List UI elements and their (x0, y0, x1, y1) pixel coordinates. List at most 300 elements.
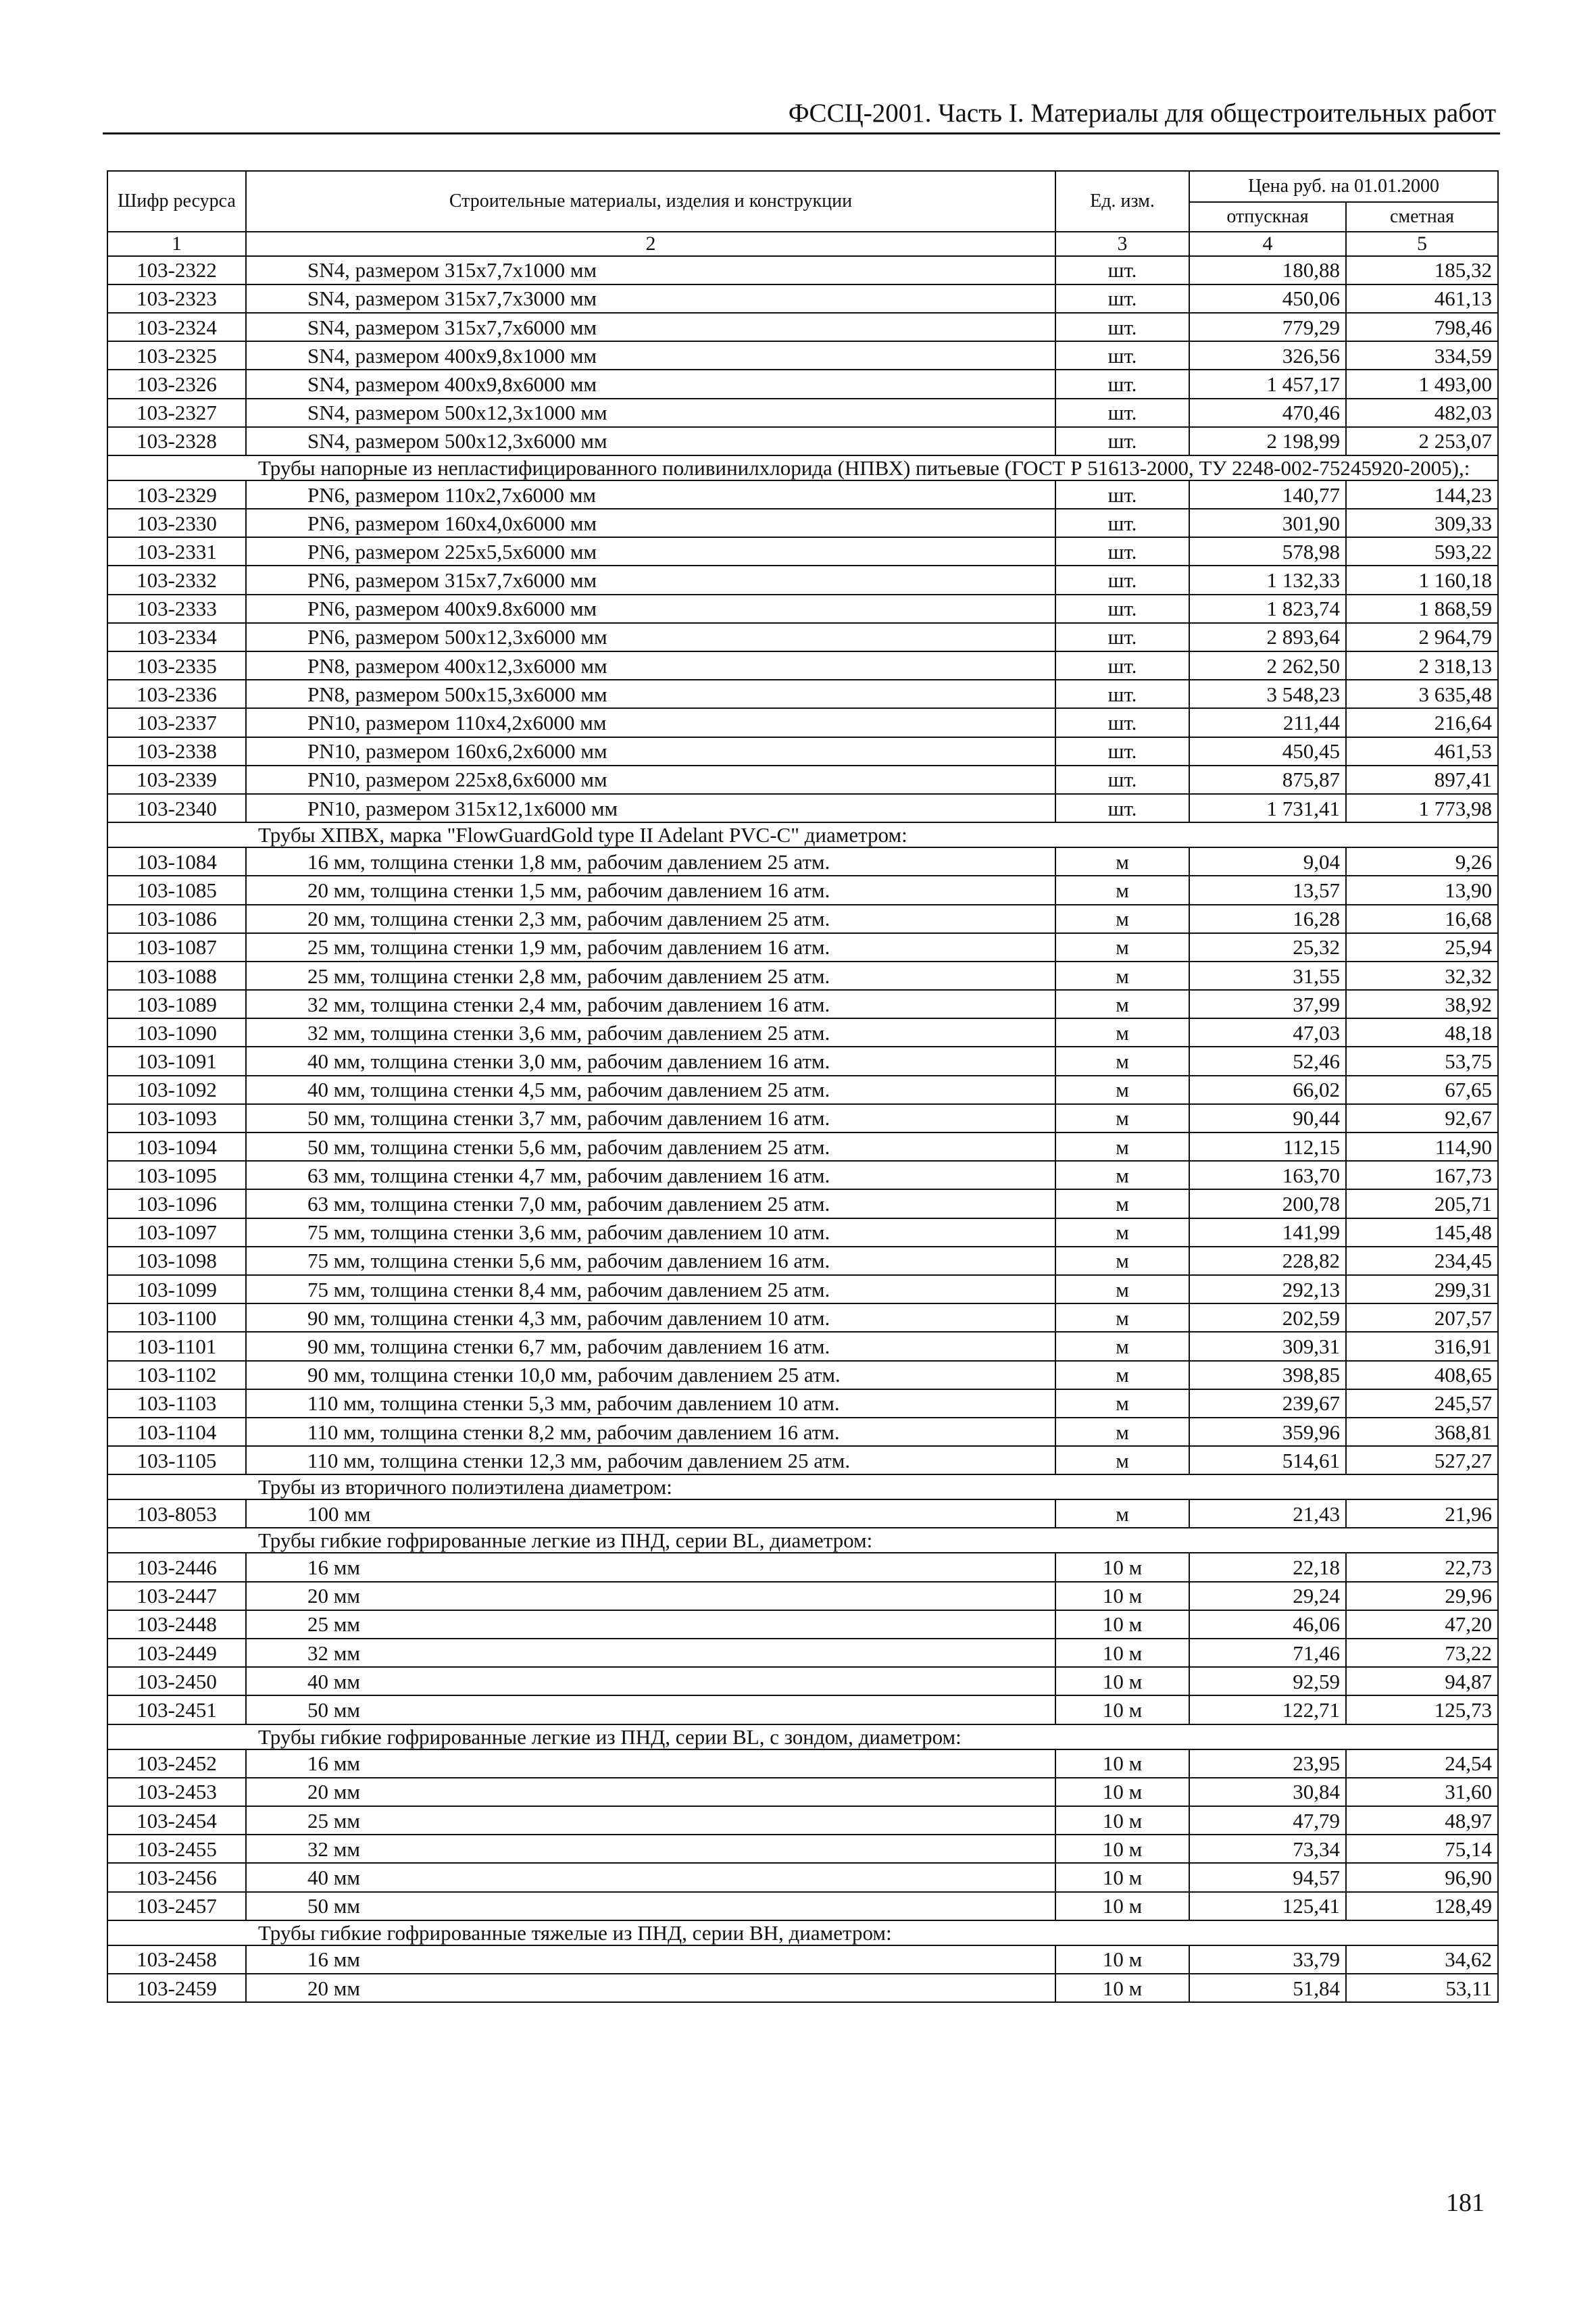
release-price: 398,85 (1189, 1361, 1346, 1389)
unit: 10 м (1055, 1639, 1189, 1667)
material-name: PN6, размером 110x2,7x6000 мм (246, 480, 1055, 509)
unit: м (1055, 1018, 1189, 1047)
section-row (107, 1920, 1498, 1945)
table-row (107, 847, 1498, 876)
unit: шт. (1055, 399, 1189, 427)
material-name: 50 мм, толщина стенки 5,6 мм, рабочим давлением 25 атм. (246, 1132, 1055, 1161)
unit: м (1055, 1076, 1189, 1104)
section-row (107, 1474, 1498, 1499)
unit: м (1055, 1189, 1189, 1218)
unit: м (1055, 1446, 1189, 1474)
material-name: 75 мм, толщина стенки 5,6 мм, рабочим давлением 16 атм. (246, 1247, 1055, 1275)
table-row (107, 1275, 1498, 1303)
resource-code: 103-2453 (107, 1778, 246, 1806)
table-row (107, 1695, 1498, 1724)
unit: 10 м (1055, 1863, 1189, 1891)
release-price: 309,31 (1189, 1332, 1346, 1360)
release-price: 29,24 (1189, 1582, 1346, 1610)
material-name: 16 мм (246, 1553, 1055, 1581)
release-price: 47,03 (1189, 1018, 1346, 1047)
unit: шт. (1055, 284, 1189, 313)
resource-code: 103-2331 (107, 537, 246, 566)
estimate-price: 48,97 (1346, 1806, 1498, 1835)
release-price: 211,44 (1189, 708, 1346, 737)
table-row (107, 1499, 1498, 1528)
unit: шт. (1055, 537, 1189, 566)
material-name: 40 мм (246, 1863, 1055, 1891)
unit: 10 м (1055, 1806, 1189, 1835)
release-price: 1 823,74 (1189, 595, 1346, 623)
table-row (107, 509, 1498, 537)
page-header-title: ФССЦ-2001. Часть I. Материалы для общестроительных работ (788, 99, 1496, 128)
unit: м (1055, 1132, 1189, 1161)
estimate-price: 316,91 (1346, 1332, 1498, 1360)
section-row (107, 822, 1498, 847)
resource-code: 103-1098 (107, 1247, 246, 1275)
unit: шт. (1055, 766, 1189, 794)
unit: м (1055, 1418, 1189, 1446)
estimate-price: 461,13 (1346, 284, 1498, 313)
unit: м (1055, 1389, 1189, 1418)
release-price: 23,95 (1189, 1749, 1346, 1778)
material-name: 16 мм (246, 1945, 1055, 1974)
resource-code: 103-2332 (107, 566, 246, 594)
material-name: SN4, размером 400x9,8x6000 мм (246, 370, 1055, 398)
resource-code: 103-2326 (107, 370, 246, 398)
release-price: 202,59 (1189, 1303, 1346, 1332)
resource-code: 103-1104 (107, 1418, 246, 1446)
estimate-price: 245,57 (1346, 1389, 1498, 1418)
resource-code: 103-1105 (107, 1446, 246, 1474)
estimate-price: 75,14 (1346, 1835, 1498, 1863)
material-name: SN4, размером 315x7,7x1000 мм (246, 256, 1055, 284)
table-row (107, 1582, 1498, 1610)
material-name: PN6, размером 500x12,3x6000 мм (246, 623, 1055, 651)
release-price: 779,29 (1189, 313, 1346, 341)
section-title: Трубы гибкие гофрированные тяжелые из ПНД, серии ВН, диаметром: (107, 1920, 1498, 1945)
estimate-price: 368,81 (1346, 1418, 1498, 1446)
material-name: 25 мм, толщина стенки 1,9 мм, рабочим давлением 16 атм. (246, 933, 1055, 962)
material-name: 20 мм, толщина стенки 2,3 мм, рабочим давлением 25 атм. (246, 905, 1055, 933)
release-price: 52,46 (1189, 1047, 1346, 1075)
material-name: 25 мм (246, 1806, 1055, 1835)
resource-code: 103-2328 (107, 427, 246, 455)
estimate-price: 16,68 (1346, 905, 1498, 933)
estimate-price: 114,90 (1346, 1132, 1498, 1161)
table-row (107, 537, 1498, 566)
unit: м (1055, 933, 1189, 962)
material-name: PN10, размером 160x6,2x6000 мм (246, 737, 1055, 766)
resource-code: 103-2334 (107, 623, 246, 651)
release-price: 47,79 (1189, 1806, 1346, 1835)
release-price: 450,45 (1189, 737, 1346, 766)
unit: 10 м (1055, 1945, 1189, 1974)
table-row (107, 1189, 1498, 1218)
estimate-price: 185,32 (1346, 256, 1498, 284)
resource-code: 103-8053 (107, 1499, 246, 1528)
section-row (107, 1528, 1498, 1553)
column-number: 1 (107, 232, 246, 256)
material-name: SN4, размером 315x7,7x3000 мм (246, 284, 1055, 313)
resource-code: 103-2454 (107, 1806, 246, 1835)
release-price: 9,04 (1189, 847, 1346, 876)
material-name: 32 мм, толщина стенки 2,4 мм, рабочим давлением 16 атм. (246, 990, 1055, 1018)
estimate-price: 408,65 (1346, 1361, 1498, 1389)
release-price: 112,15 (1189, 1132, 1346, 1161)
table-row (107, 1247, 1498, 1275)
material-name: 25 мм (246, 1610, 1055, 1639)
estimate-price: 34,62 (1346, 1945, 1498, 1974)
estimate-price: 25,94 (1346, 933, 1498, 962)
section-title: Трубы из вторичного полиэтилена диаметром: (107, 1474, 1498, 1499)
resource-code: 103-2323 (107, 284, 246, 313)
table-row (107, 1218, 1498, 1247)
estimate-price: 299,31 (1346, 1275, 1498, 1303)
material-name: PN6, размером 400x9.8x6000 мм (246, 595, 1055, 623)
table-row (107, 595, 1498, 623)
material-name: 16 мм (246, 1749, 1055, 1778)
material-name: 32 мм (246, 1639, 1055, 1667)
estimate-price: 167,73 (1346, 1161, 1498, 1189)
table-row (107, 313, 1498, 341)
resource-code: 103-1100 (107, 1303, 246, 1332)
resource-code: 103-2333 (107, 595, 246, 623)
table-row (107, 1610, 1498, 1639)
estimate-price: 29,96 (1346, 1582, 1498, 1610)
estimate-price: 145,48 (1346, 1218, 1498, 1247)
material-name: 63 мм, толщина стенки 7,0 мм, рабочим давлением 25 атм. (246, 1189, 1055, 1218)
resource-code: 103-2451 (107, 1695, 246, 1724)
release-price: 292,13 (1189, 1275, 1346, 1303)
table-row (107, 876, 1498, 904)
resource-code: 103-1097 (107, 1218, 246, 1247)
unit: шт. (1055, 794, 1189, 822)
estimate-price: 92,67 (1346, 1104, 1498, 1132)
column-header-code: Шифр ресурса (107, 171, 246, 232)
material-name: PN10, размером 110x4,2x6000 мм (246, 708, 1055, 737)
resource-code: 103-2324 (107, 313, 246, 341)
release-price: 200,78 (1189, 1189, 1346, 1218)
resource-code: 103-2450 (107, 1667, 246, 1695)
estimate-price: 482,03 (1346, 399, 1498, 427)
table-row (107, 737, 1498, 766)
unit: м (1055, 1218, 1189, 1247)
page-header (103, 93, 1500, 134)
unit: м (1055, 847, 1189, 876)
unit: 10 м (1055, 1974, 1189, 2002)
table-row (107, 1361, 1498, 1389)
resource-code: 103-2456 (107, 1863, 246, 1891)
table-row (107, 1945, 1498, 1974)
table-row (107, 1132, 1498, 1161)
section-row (107, 1724, 1498, 1749)
table-row (107, 1076, 1498, 1104)
unit: 10 м (1055, 1778, 1189, 1806)
table-row (107, 1418, 1498, 1446)
resource-code: 103-2458 (107, 1945, 246, 1974)
estimate-price: 13,90 (1346, 876, 1498, 904)
unit: шт. (1055, 708, 1189, 737)
release-price: 239,67 (1189, 1389, 1346, 1418)
table-row (107, 990, 1498, 1018)
resource-code: 103-1092 (107, 1076, 246, 1104)
unit: шт. (1055, 341, 1189, 370)
resource-code: 103-2322 (107, 256, 246, 284)
unit: м (1055, 1361, 1189, 1389)
release-price: 122,71 (1189, 1695, 1346, 1724)
resource-code: 103-2449 (107, 1639, 246, 1667)
material-name: 40 мм, толщина стенки 3,0 мм, рабочим давлением 16 атм. (246, 1047, 1055, 1075)
unit: 10 м (1055, 1582, 1189, 1610)
unit: 10 м (1055, 1610, 1189, 1639)
table-row (107, 1835, 1498, 1863)
table-row (107, 1863, 1498, 1891)
table-row (107, 623, 1498, 651)
table-row (107, 284, 1498, 313)
release-price: 359,96 (1189, 1418, 1346, 1446)
estimate-price: 798,46 (1346, 313, 1498, 341)
material-name: 20 мм (246, 1974, 1055, 2002)
table-row (107, 1303, 1498, 1332)
unit: шт. (1055, 737, 1189, 766)
unit: шт. (1055, 370, 1189, 398)
resource-code: 103-1096 (107, 1189, 246, 1218)
release-price: 1 457,17 (1189, 370, 1346, 398)
table-header (107, 171, 1498, 256)
release-price: 875,87 (1189, 766, 1346, 794)
section-title: Трубы гибкие гофрированные легкие из ПНД, серии BL, с зондом, диаметром: (107, 1724, 1498, 1749)
estimate-price: 1 493,00 (1346, 370, 1498, 398)
column-header-price: Цена руб. на 01.01.2000 (1189, 171, 1498, 202)
unit: 10 м (1055, 1695, 1189, 1724)
resource-code: 103-2447 (107, 1582, 246, 1610)
material-name: 90 мм, толщина стенки 10,0 мм, рабочим давлением 25 атм. (246, 1361, 1055, 1389)
section-title: Трубы ХПВХ, марка "FlowGuardGold type II Adelant PVC-C" диаметром: (107, 822, 1498, 847)
estimate-price: 2 253,07 (1346, 427, 1498, 455)
resource-code: 103-1090 (107, 1018, 246, 1047)
estimate-price: 24,54 (1346, 1749, 1498, 1778)
resource-code: 103-1091 (107, 1047, 246, 1075)
resource-code: 103-1089 (107, 990, 246, 1018)
unit: 10 м (1055, 1835, 1189, 1863)
resource-code: 103-2340 (107, 794, 246, 822)
table-row (107, 962, 1498, 990)
table-row (107, 399, 1498, 427)
release-price: 30,84 (1189, 1778, 1346, 1806)
release-price: 73,34 (1189, 1835, 1346, 1863)
resource-code: 103-1088 (107, 962, 246, 990)
resource-code: 103-1085 (107, 876, 246, 904)
release-price: 51,84 (1189, 1974, 1346, 2002)
estimate-price: 2 964,79 (1346, 623, 1498, 651)
resource-code: 103-2327 (107, 399, 246, 427)
unit: м (1055, 1247, 1189, 1275)
resource-code: 103-1101 (107, 1332, 246, 1360)
material-name: PN6, размером 160x4,0x6000 мм (246, 509, 1055, 537)
unit: шт. (1055, 480, 1189, 509)
section-title: Трубы напорные из непластифицированного поливинилхлорида (НПВХ) питьевые (ГОСТ Р 51613-2000, ТУ 2248-002-75245920-2005),: (107, 455, 1498, 480)
resource-code: 103-1093 (107, 1104, 246, 1132)
estimate-price: 32,32 (1346, 962, 1498, 990)
material-name: 50 мм, толщина стенки 3,7 мм, рабочим давлением 16 атм. (246, 1104, 1055, 1132)
estimate-price: 334,59 (1346, 341, 1498, 370)
table-row (107, 1389, 1498, 1418)
table-row (107, 1974, 1498, 2002)
material-name: PN6, размером 225x5,5x6000 мм (246, 537, 1055, 566)
release-price: 514,61 (1189, 1446, 1346, 1474)
unit: м (1055, 905, 1189, 933)
table-row (107, 766, 1498, 794)
table-row (107, 1018, 1498, 1047)
table-row (107, 651, 1498, 680)
release-price: 2 893,64 (1189, 623, 1346, 651)
release-price: 90,44 (1189, 1104, 1346, 1132)
release-price: 301,90 (1189, 509, 1346, 537)
table-row (107, 1749, 1498, 1778)
column-number: 3 (1055, 232, 1189, 256)
column-header-name: Строительные материалы, изделия и конструкции (246, 171, 1055, 232)
estimate-price: 1 773,98 (1346, 794, 1498, 822)
resource-code: 103-1086 (107, 905, 246, 933)
release-price: 125,41 (1189, 1892, 1346, 1920)
release-price: 71,46 (1189, 1639, 1346, 1667)
release-price: 578,98 (1189, 537, 1346, 566)
unit: 10 м (1055, 1553, 1189, 1581)
release-price: 94,57 (1189, 1863, 1346, 1891)
material-name: 100 мм (246, 1499, 1055, 1528)
column-header-release-price: отпускная (1189, 202, 1346, 232)
material-name: 50 мм (246, 1695, 1055, 1724)
estimate-price: 207,57 (1346, 1303, 1498, 1332)
estimate-price: 47,20 (1346, 1610, 1498, 1639)
material-name: 16 мм, толщина стенки 1,8 мм, рабочим давлением 25 атм. (246, 847, 1055, 876)
release-price: 1 731,41 (1189, 794, 1346, 822)
estimate-price: 22,73 (1346, 1553, 1498, 1581)
table-row (107, 566, 1498, 594)
release-price: 37,99 (1189, 990, 1346, 1018)
column-header-estimate-price: сметная (1346, 202, 1498, 232)
estimate-price: 128,49 (1346, 1892, 1498, 1920)
table-row (107, 1446, 1498, 1474)
material-name: 110 мм, толщина стенки 12,3 мм, рабочим давлением 25 атм. (246, 1446, 1055, 1474)
table-row (107, 1553, 1498, 1581)
resource-code: 103-2335 (107, 651, 246, 680)
unit: м (1055, 1047, 1189, 1075)
table-row (107, 1047, 1498, 1075)
unit: м (1055, 876, 1189, 904)
column-number: 4 (1189, 232, 1346, 256)
table-row (107, 1332, 1498, 1360)
unit: м (1055, 1104, 1189, 1132)
section-title: Трубы гибкие гофрированные легкие из ПНД, серии BL, диаметром: (107, 1528, 1498, 1553)
resource-code: 103-2459 (107, 1974, 246, 2002)
material-name: 90 мм, толщина стенки 4,3 мм, рабочим давлением 10 атм. (246, 1303, 1055, 1332)
material-name: SN4, размером 400x9,8x1000 мм (246, 341, 1055, 370)
estimate-price: 527,27 (1346, 1446, 1498, 1474)
material-name: 32 мм, толщина стенки 3,6 мм, рабочим давлением 25 атм. (246, 1018, 1055, 1047)
column-header-unit: Ед. изм. (1055, 171, 1189, 232)
table-row (107, 427, 1498, 455)
resource-code: 103-2457 (107, 1892, 246, 1920)
resource-code: 103-2336 (107, 680, 246, 708)
material-name: 75 мм, толщина стенки 3,6 мм, рабочим давлением 10 атм. (246, 1218, 1055, 1247)
resource-code: 103-2452 (107, 1749, 246, 1778)
unit: шт. (1055, 623, 1189, 651)
table-row (107, 256, 1498, 284)
material-name: 20 мм (246, 1582, 1055, 1610)
unit: м (1055, 1161, 1189, 1189)
resource-code: 103-1087 (107, 933, 246, 962)
material-name: SN4, размером 500x12,3x6000 мм (246, 427, 1055, 455)
table-row (107, 480, 1498, 509)
release-price: 16,28 (1189, 905, 1346, 933)
table-row (107, 708, 1498, 737)
material-name: 75 мм, толщина стенки 8,4 мм, рабочим давлением 25 атм. (246, 1275, 1055, 1303)
estimate-price: 94,87 (1346, 1667, 1498, 1695)
unit: м (1055, 1332, 1189, 1360)
page-number: 181 (1446, 2189, 1485, 2217)
price-table (107, 170, 1499, 2003)
estimate-price: 3 635,48 (1346, 680, 1498, 708)
release-price: 92,59 (1189, 1667, 1346, 1695)
estimate-price: 53,11 (1346, 1974, 1498, 2002)
estimate-price: 144,23 (1346, 480, 1498, 509)
resource-code: 103-2448 (107, 1610, 246, 1639)
table-body (107, 256, 1498, 2003)
release-price: 141,99 (1189, 1218, 1346, 1247)
release-price: 13,57 (1189, 876, 1346, 904)
estimate-price: 309,33 (1346, 509, 1498, 537)
resource-code: 103-2338 (107, 737, 246, 766)
resource-code: 103-2337 (107, 708, 246, 737)
material-name: PN10, размером 225x8,6x6000 мм (246, 766, 1055, 794)
material-name: PN8, размером 500x15,3x6000 мм (246, 680, 1055, 708)
material-name: 90 мм, толщина стенки 6,7 мм, рабочим давлением 16 атм. (246, 1332, 1055, 1360)
unit: м (1055, 1499, 1189, 1528)
unit: 10 м (1055, 1892, 1189, 1920)
material-name: 20 мм, толщина стенки 1,5 мм, рабочим давлением 16 атм. (246, 876, 1055, 904)
release-price: 22,18 (1189, 1553, 1346, 1581)
resource-code: 103-2339 (107, 766, 246, 794)
table-row (107, 341, 1498, 370)
section-row (107, 455, 1498, 480)
unit: шт. (1055, 427, 1189, 455)
unit: шт. (1055, 509, 1189, 537)
release-price: 31,55 (1189, 962, 1346, 990)
estimate-price: 216,64 (1346, 708, 1498, 737)
release-price: 228,82 (1189, 1247, 1346, 1275)
resource-code: 103-2455 (107, 1835, 246, 1863)
unit: м (1055, 990, 1189, 1018)
material-name: 50 мм (246, 1892, 1055, 1920)
unit: шт. (1055, 680, 1189, 708)
resource-code: 103-2446 (107, 1553, 246, 1581)
material-name: PN6, размером 315x7,7x6000 мм (246, 566, 1055, 594)
material-name: PN10, размером 315x12,1x6000 мм (246, 794, 1055, 822)
material-name: 40 мм, толщина стенки 4,5 мм, рабочим давлением 25 атм. (246, 1076, 1055, 1104)
unit: 10 м (1055, 1749, 1189, 1778)
estimate-price: 1 868,59 (1346, 595, 1498, 623)
material-name: SN4, размером 500x12,3x1000 мм (246, 399, 1055, 427)
table-row (107, 1778, 1498, 1806)
material-name: 63 мм, толщина стенки 4,7 мм, рабочим давлением 16 атм. (246, 1161, 1055, 1189)
material-name: 32 мм (246, 1835, 1055, 1863)
material-name: 110 мм, толщина стенки 8,2 мм, рабочим давлением 16 атм. (246, 1418, 1055, 1446)
estimate-price: 67,65 (1346, 1076, 1498, 1104)
resource-code: 103-1094 (107, 1132, 246, 1161)
material-name: 110 мм, толщина стенки 5,3 мм, рабочим давлением 10 атм. (246, 1389, 1055, 1418)
estimate-price: 461,53 (1346, 737, 1498, 766)
